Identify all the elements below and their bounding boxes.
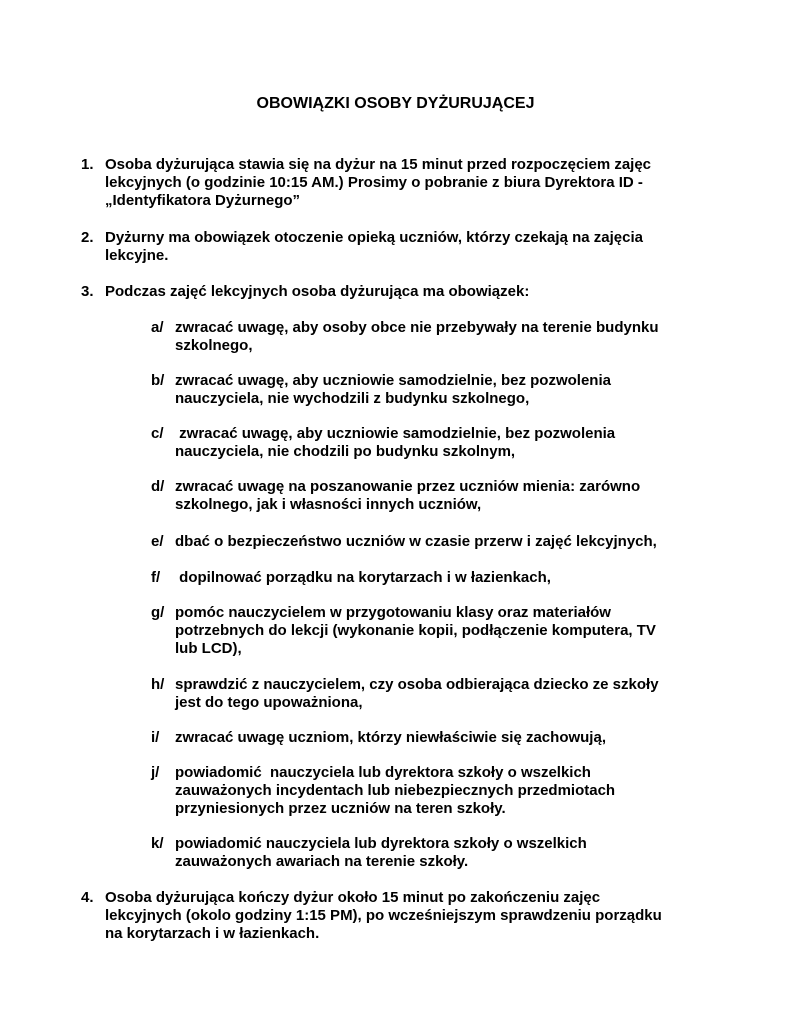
sub-item-text: dopilnować porządku na korytarzach i w łazienkach, <box>175 569 551 586</box>
sub-item-text: pomóc nauczycielem w przygotowaniu klasy oraz materiałów potrzebnych do lekcji (wykonanie kopii, podłączenie komputera, TV lub LCD), <box>175 604 656 657</box>
list-item-number: 4. <box>81 889 94 906</box>
sub-item-label: d/ <box>151 478 165 495</box>
sub-item-label: g/ <box>151 604 165 621</box>
document-title: OBOWIĄZKI OSOBY DYŻURUJĄCEJ <box>256 95 535 112</box>
list-item-number: 3. <box>81 283 94 300</box>
list-item-text: Osoba dyżurująca stawia się na dyżur na 15 minut przed rozpoczęciem zajęc lekcyjnych (o godzinie 10:15 AM.) Prosimy o pobranie z biura Dyrektora ID - „Identyfikatora Dyżurnego” <box>105 156 652 209</box>
sub-item-label: i/ <box>151 729 160 746</box>
sub-item-text: zwracać uwagę uczniom, którzy niewłaściwie się zachowują, <box>175 729 606 746</box>
sub-item-text: dbać o bezpieczeństwo uczniów w czasie przerw i zajęć lekcyjnych, <box>175 533 657 550</box>
sub-item-label: a/ <box>151 319 164 336</box>
list-item-text: Podczas zajęć lekcyjnych osoba dyżurująca ma obowiązek: <box>105 283 530 300</box>
sub-item-text: powiadomić nauczyciela lub dyrektora szkoły o wszelkich zauważonych awariach na terenie szkoły. <box>175 835 587 870</box>
sub-item-label: e/ <box>151 533 164 550</box>
sub-item-text: zwracać uwagę na poszanowanie przez uczniów mienia: zarówno szkolnego, jak i własności innych uczniów, <box>175 478 641 513</box>
list-item-number: 1. <box>81 156 94 173</box>
sub-item-text: powiadomić nauczyciela lub dyrektora szkoły o wszelkich zauważonych incydentach lub niebezpiecznych przedmiotach przyniesionych przez uczniów na teren szkoły. <box>175 764 616 817</box>
sub-item-label: h/ <box>151 676 165 693</box>
sub-item-label: j/ <box>151 764 160 781</box>
sub-item-text: zwracać uwagę, aby uczniowie samodzielnie, bez pozwolenia nauczyciela, nie chodzili po budynku szkolnym, <box>175 425 616 460</box>
sub-item-text: zwracać uwagę, aby osoby obce nie przebywały na terenie budynku szkolnego, <box>175 319 659 354</box>
sub-item-text: sprawdzić z nauczycielem, czy osoba odbierająca dziecko ze szkoły jest do tego upoważniona, <box>175 676 659 711</box>
list-item-text: Osoba dyżurująca kończy dyżur około 15 minut po zakończeniu zajęc lekcyjnych (okolo godziny 1:15 PM), po wcześniejszym sprawdzeniu porządku na korytarzach i w łazienkach. <box>105 889 662 942</box>
sub-item-label: k/ <box>151 835 164 852</box>
list-item-text: Dyżurny ma obowiązek otoczenie opieką uczniów, którzy czekają na zajęcia lekcyjne. <box>105 229 643 264</box>
list-item-number: 2. <box>81 229 94 246</box>
sub-item-label: b/ <box>151 372 165 389</box>
sub-item-text: zwracać uwagę, aby uczniowie samodzielnie, bez pozwolenia nauczyciela, nie wychodzili z budynku szkolnego, <box>175 372 611 407</box>
sub-item-label: f/ <box>151 569 161 586</box>
sub-item-label: c/ <box>151 425 164 442</box>
